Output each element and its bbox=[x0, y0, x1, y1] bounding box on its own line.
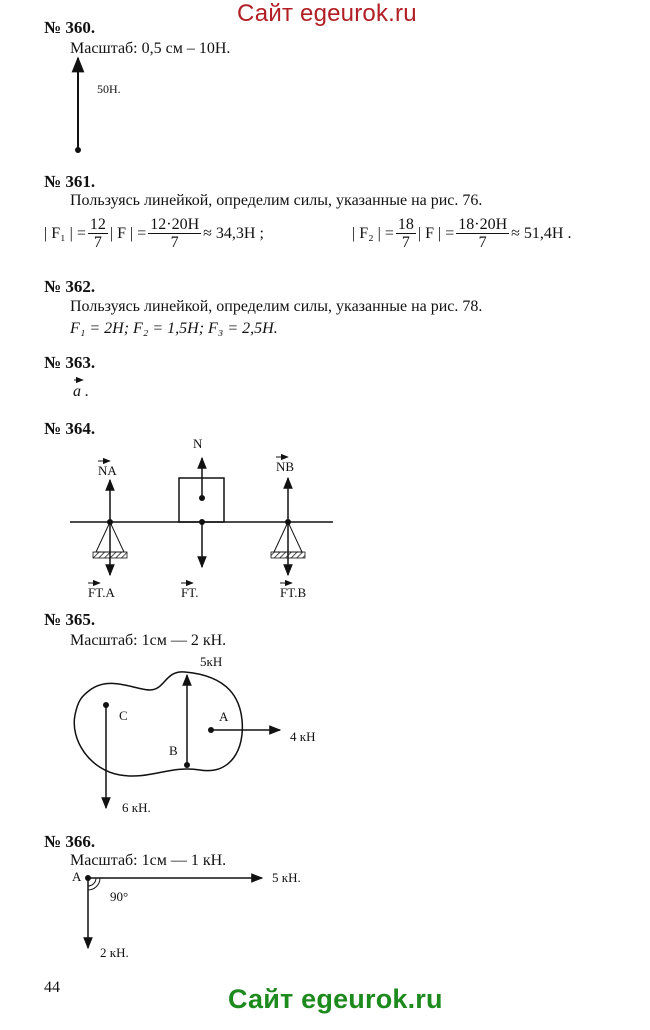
site-watermark-top: Сайт egeurok.ru bbox=[237, 0, 417, 27]
label-90-degrees: 90° bbox=[110, 889, 129, 904]
problem-363-answer: a . bbox=[73, 383, 89, 400]
problem-365-number: № 365. bbox=[44, 610, 96, 629]
problem-364-number: № 364. bbox=[44, 419, 96, 438]
page-number: 44 bbox=[44, 979, 60, 996]
label-point-C: C bbox=[119, 708, 128, 723]
label-366-A: A bbox=[72, 869, 82, 884]
label-FTB: FT.B bbox=[280, 585, 307, 600]
problem-360-scale: Масштаб: 0,5 см – 10Н. bbox=[70, 40, 231, 57]
label-5kN: 5кН bbox=[200, 654, 223, 669]
label-6kN: 6 кН. bbox=[122, 800, 151, 815]
eq2-frac1-denominator: 7 bbox=[401, 234, 410, 251]
eq2-mid: | F | = bbox=[417, 224, 455, 242]
problem-360-arrow-label: 50Н. bbox=[97, 82, 121, 96]
label-5kN-right: 5 кН. bbox=[272, 870, 301, 885]
eq2-frac1-numerator: 18 bbox=[397, 216, 414, 233]
eq1-frac2-denominator: 7 bbox=[170, 234, 179, 251]
problem-366-scale: Масштаб: 1см — 1 кН. bbox=[70, 852, 227, 869]
label-point-B: B bbox=[169, 743, 178, 758]
body-forces-diagram bbox=[74, 672, 280, 808]
problem-365-scale: Масштаб: 1см — 2 кН. bbox=[70, 632, 227, 649]
eq1-result: ≈ 34,3Н ; bbox=[203, 224, 264, 242]
label-N: N bbox=[193, 436, 203, 451]
problem-360-number: № 360. bbox=[44, 18, 96, 37]
label-point-A: A bbox=[219, 709, 229, 724]
eq1-lhs: | F₁ | = bbox=[44, 224, 86, 242]
eq2-result: ≈ 51,4Н . bbox=[511, 224, 572, 242]
label-FT: FT. bbox=[181, 585, 199, 600]
problem-363-number: № 363. bbox=[44, 353, 96, 372]
problem-362-number: № 362. bbox=[44, 277, 96, 296]
eq1-frac2-numerator: 12·20Н bbox=[150, 216, 200, 233]
problem-361-text: Пользуясь линейкой, определим силы, указанные на рис. 76. bbox=[70, 192, 483, 209]
eq2-lhs: | F₂ | = bbox=[352, 224, 394, 242]
label-NB: NB bbox=[276, 459, 295, 474]
problem-362-text: Пользуясь линейкой, определим силы, указанные на рис. 78. bbox=[70, 298, 483, 315]
problem-361-number: № 361. bbox=[44, 172, 96, 191]
eq1-mid: | F | = bbox=[109, 224, 147, 242]
problem-362-values: F₁ = 2Н; F₂ = 1,5Н; F₃ = 2,5Н. bbox=[70, 320, 278, 337]
site-watermark-bottom: Сайт egeurok.ru bbox=[228, 984, 443, 1014]
label-NA: NA bbox=[98, 463, 117, 478]
beam-diagram bbox=[70, 457, 333, 583]
eq2-frac2-denominator: 7 bbox=[478, 234, 487, 251]
vector-50N bbox=[75, 58, 81, 153]
eq1-frac1-numerator: 12 bbox=[89, 216, 106, 233]
right-angle-forces-diagram bbox=[85, 875, 262, 948]
label-FTA: FT.A bbox=[88, 585, 115, 600]
eq2-frac2-numerator: 18·20Н bbox=[458, 216, 508, 233]
problem-366-number: № 366. bbox=[44, 832, 96, 851]
eq1-frac1-denominator: 7 bbox=[93, 234, 102, 251]
label-4kN: 4 кН bbox=[290, 729, 316, 744]
label-2kN-down: 2 кН. bbox=[100, 945, 129, 960]
